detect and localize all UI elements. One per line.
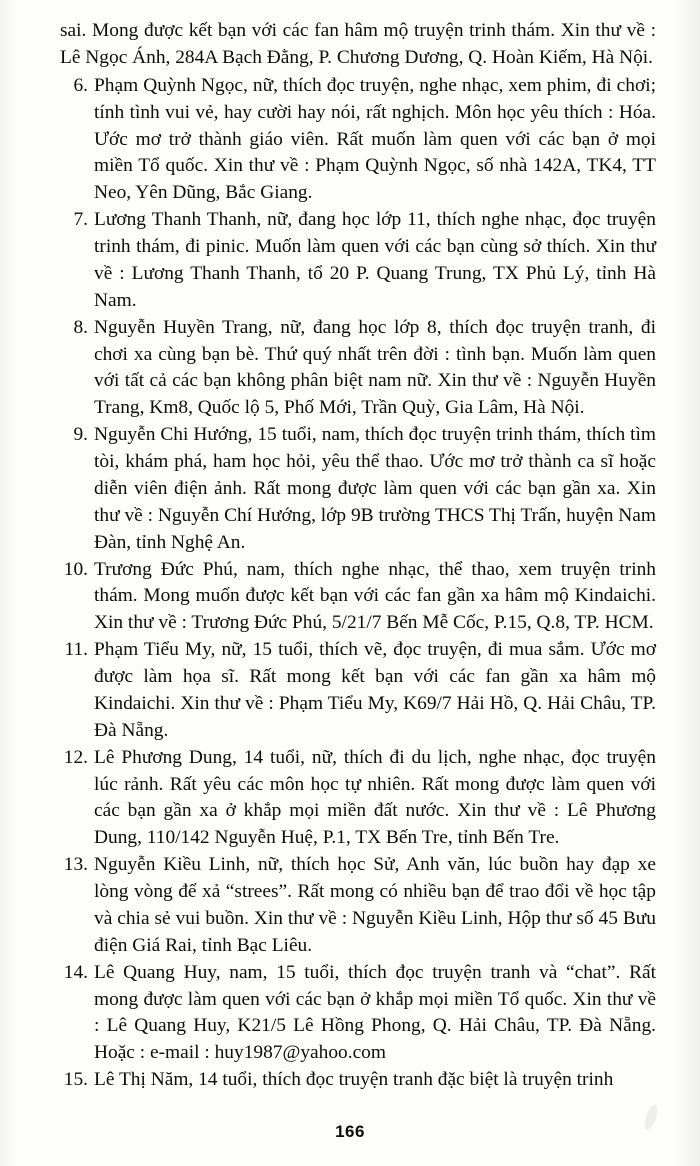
list-item-number: 14. — [63, 961, 88, 983]
page-number: 166 — [335, 1122, 365, 1141]
list-item — [60, 557, 656, 638]
list-item-number: 13. — [63, 854, 88, 876]
list-item-text: Phạm Tiểu My, nữ, 15 tuổi, thích vẽ, đọc truyện, đi mua sắm. Ước mơ được làm họa sĩ. Rất mong kết bạn với các fan gần xa hâm mộ Kindaichi. Xin thư về : Phạm Tiểu My, K69/7 Hải Hồ, Q. Hải Châu, TP. Đà Nẵng. — [94, 639, 656, 741]
list-item-text: Lê Thị Năm, 14 tuổi, thích đọc truyện tranh đặc biệt là truyện trinh — [94, 1069, 614, 1091]
lead-paragraph: sai. Mong được kết bạn với các fan hâm mộ truyện trinh thám. Xin thư về : Lê Ngọc Ánh, 284A Bạch Đằng, P. Chương Dương, Q. Hoàn Kiếm, Hà Nội. — [60, 20, 656, 68]
list-item-text: Lương Thanh Thanh, nữ, đang học lớp 11, thích nghe nhạc, đọc truyện trinh thám, đi pinic. Muốn làm quen với các bạn cùng sở thích. Xin thư về : Lương Thanh Thanh, tổ 20 P. Quang Trung, TX Phủ Lý, tỉnh Hà Nam. — [94, 209, 656, 311]
list-item-text: Nguyễn Kiều Linh, nữ, thích học Sử, Anh văn, lúc buồn hay đạp xe lòng vòng để xả “strees”. Rất mong có nhiều bạn để trao đổi về học tập và chia sẻ vui buồn. Xin thư về : Nguyễn Kiều Linh, Hộp thư số 45 Bưu điện Giá Rai, tỉnh Bạc Liêu. — [94, 854, 656, 956]
list-item-number: 11. — [64, 639, 88, 661]
list-item-number: 12. — [63, 746, 88, 768]
list-item — [60, 73, 656, 207]
list-item-text: Lê Quang Huy, nam, 15 tuổi, thích đọc truyện tranh và “chat”. Rất mong được làm quen với các bạn ở khắp mọi miền Tổ quốc. Xin thư về : Lê Quang Huy, K21/5 Lê Hồng Phong, Q. Hải Châu, TP. Đà Nẵng. Hoặc : e-mail : huy1987@yahoo.com — [94, 961, 656, 1064]
list-item — [60, 1067, 656, 1094]
list-item-number: 9. — [73, 424, 88, 446]
list-item-text: Nguyễn Huyền Trang, nữ, đang học lớp 8, thích đọc truyện tranh, đi chơi xa cùng bạn bè. Thứ quý nhất trên đời : tình bạn. Muốn làm quen với tất cả các bạn không phân biệt nam nữ. Xin thư về : Nguyễn Huyền Trang, Km8, Quốc lộ 5, Phố Mới, Trần Quỳ, Gia Lâm, Hà Nội. — [94, 316, 656, 419]
list-item — [60, 852, 656, 960]
list-item — [60, 315, 656, 423]
list-item-number: 6. — [73, 74, 88, 96]
list-item — [60, 960, 656, 1068]
list-item — [60, 422, 656, 556]
list-item-text: Lê Phương Dung, 14 tuổi, nữ, thích đi du lịch, nghe nhạc, đọc truyện lúc rảnh. Rất yêu các môn học tự nhiên. Rất mong được làm quen với các bạn gần xa ở khắp mọi miền đất nước. Xin thư về : Lê Phương Dung, 110/142 Nguyễn Huệ, P.1, TX Bến Tre, tỉnh Bến Tre. — [94, 746, 656, 849]
list-item-number: 10. — [63, 558, 88, 580]
list-item-text: Phạm Quỳnh Ngọc, nữ, thích đọc truyện, nghe nhạc, xem phim, đi chơi; tính tình vui vẻ, hay cười hay nói, rất nghịch. Môn học yêu thích : Hóa. Ước mơ trở thành giáo viên. Rất muốn làm quen với các bạn ở mọi miền Tổ quốc. Xin thư về : Phạm Quỳnh Ngọc, số nhà 142A, TK4, TT Neo, Yên Dũng, Bắc Giang. — [94, 74, 656, 204]
page-body — [60, 18, 656, 1094]
list-item-text: Trương Đức Phú, nam, thích nghe nhạc, thể thao, xem truyện trinh thám. Mong muốn được kết bạn với các fan gần xa hâm mộ Kindaichi. Xin thư về : Trương Đức Phú, 5/21/7 Bến Mễ Cốc, P.15, Q.8, TP. HCM. — [94, 558, 656, 634]
scan-shadow-left — [0, 0, 18, 1166]
list-item — [60, 745, 656, 853]
list-item-number: 8. — [73, 316, 88, 338]
list-item-text: Nguyễn Chi Hướng, 15 tuổi, nam, thích đọc truyện trinh thám, thích tìm tòi, khám phá, ham học hỏi, yêu thể thao. Ước mơ trở thành ca sĩ hoặc diễn viên điện ảnh. Rất mong được làm quen với các bạn gần xa. Xin thư về : Nguyễn Chí Hướng, lớp 9B trường THCS Thị Trấn, huyện Nam Đàn, tỉnh Nghệ An. — [94, 424, 656, 553]
scan-shadow-right — [674, 0, 700, 1166]
list-item-number: 7. — [73, 209, 88, 231]
list-item — [60, 207, 656, 315]
list-item — [60, 637, 656, 745]
list-item-number: 15. — [63, 1069, 88, 1091]
